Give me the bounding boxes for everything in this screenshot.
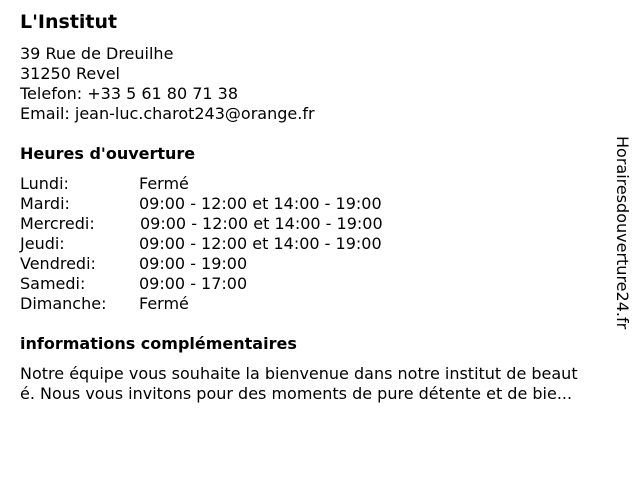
hours-row-saturday xyxy=(20,274,440,294)
opening-hours-heading: Heures d'ouverture xyxy=(20,144,196,163)
day-label: Mardi: xyxy=(20,194,70,213)
hours-row-friday xyxy=(20,254,440,274)
opening-hours-table xyxy=(20,174,440,314)
additional-info-text xyxy=(20,364,624,404)
day-hours: Fermé xyxy=(139,294,189,313)
day-hours: 09:00 - 12:00 et 14:00 - 19:00 xyxy=(139,194,382,213)
hours-row-sunday xyxy=(20,294,440,314)
business-name: L'Institut xyxy=(20,11,118,33)
day-hours: 09:00 - 19:00 xyxy=(139,254,248,273)
day-label: Vendredi: xyxy=(20,254,96,273)
day-label: Dimanche: xyxy=(20,294,107,313)
info-line: Notre équipe vous souhaite la bienvenue dans notre institut de beaut xyxy=(20,364,578,383)
additional-info-heading: informations complémentaires xyxy=(20,334,297,353)
hours-row-tuesday xyxy=(20,194,440,214)
city-postal: 31250 Revel xyxy=(20,64,120,83)
day-label: Mercredi: xyxy=(20,214,95,233)
phone-line: Telefon: +33 5 61 80 71 38 xyxy=(20,84,239,103)
day-hours: Fermé xyxy=(139,174,189,193)
hours-row-thursday xyxy=(20,234,440,254)
day-label: Jeudi: xyxy=(20,234,65,253)
street-address: 39 Rue de Dreuilhe xyxy=(20,44,174,63)
day-hours: 09:00 - 17:00 xyxy=(139,274,248,293)
address-block xyxy=(20,44,315,124)
info-line: é. Nous vous invitons pour des moments de pure détente et de bie... xyxy=(20,384,573,403)
day-label: Samedi: xyxy=(20,274,86,293)
day-label: Lundi: xyxy=(20,174,69,193)
hours-row-monday xyxy=(20,174,440,194)
site-watermark: Horairesdouverture24.fr xyxy=(613,136,632,330)
day-hours: 09:00 - 12:00 et 14:00 - 19:00 xyxy=(139,234,382,253)
email-line: Email: jean-luc.charot243@orange.fr xyxy=(20,104,315,123)
hours-row-wednesday xyxy=(20,214,440,234)
day-hours: 09:00 - 12:00 et 14:00 - 19:00 xyxy=(140,214,383,233)
